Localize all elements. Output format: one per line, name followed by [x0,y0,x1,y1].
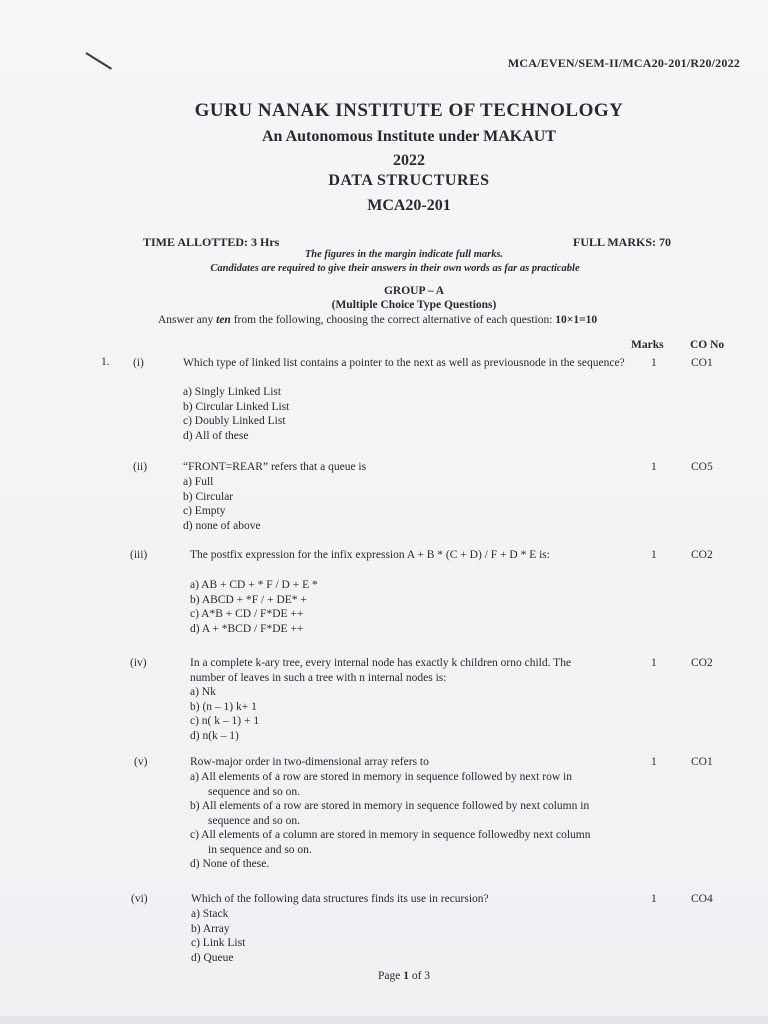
option-item: d) None of these. [190,858,270,870]
options-list [183,385,289,443]
page-footer [0,970,768,982]
group-heading: GROUP – A [383,285,445,297]
option-item: a) Full [183,476,214,488]
institute-name: GURU NANAK INSTITUTE OF TECHNOLOGY [194,100,624,121]
option-item: a) Nk [190,686,216,698]
option-item: a) All elements of a row are stored in memory in sequence followed by next row in sequence and so on. [190,771,572,798]
option-item: b) Circular Linked List [183,400,290,413]
pen-stroke-mark [85,52,112,70]
option-item: b) (n – 1) k+ 1 [190,700,257,713]
question-roman: (iv) [130,657,147,669]
option-item: a) Singly Linked List [183,386,282,398]
option-item: c) n( k – 1) + 1 [190,715,260,727]
footer-prefix: Page [377,970,404,982]
paper-code: MCA/EVEN/SEM-II/MCA20-201/R20/2022 [507,56,740,70]
question-text: Which type of linked list contains a pointer to the next as well as previousnode in the sequence? [183,357,625,369]
option-item: d) none of above [183,519,261,532]
options-list [190,685,259,743]
group-type: (Multiple Choice Type Questions) [331,299,497,311]
option-item: d) Queue [191,951,234,964]
instruction-prefix: Answer any [158,314,217,326]
options-list [191,907,245,965]
co-column-header: CO No [690,339,725,351]
option-item: a) AB + CD + * F / D + E * [190,579,318,591]
question-co: CO4 [691,893,713,905]
instruction-line [158,314,597,326]
question-text: The postfix expression for the infix expression A + B * (C + D) / F + D * E is: [190,549,550,561]
question-marks: 1 [651,357,657,369]
option-item: d) All of these [183,429,249,442]
institute-subtitle: An Autonomous Institute under MAKAUT [262,128,556,145]
option-item: c) A*B + CD / F*DE ++ [190,608,304,620]
own-words-note: Candidates are required to give their answers in their own words as far as practicable [210,263,580,274]
options-list [190,578,318,636]
option-item: b) All elements of a row are stored in memory in sequence followed by next column in sequence and so on. [190,800,590,827]
option-item: b) Array [191,922,230,935]
option-item: c) Doubly Linked List [183,415,286,427]
full-marks: FULL MARKS: 70 [573,235,672,249]
question-number: 1. [101,356,110,368]
question-co: CO1 [691,756,713,768]
option-item: a) Stack [191,908,229,920]
scan-bottom-edge [0,1016,768,1024]
question-roman: (vi) [131,893,148,905]
instruction-marks: 10×1=10 [555,314,598,326]
option-item: b) Circular [183,490,234,503]
exam-year: 2022 [393,152,425,169]
question-co: CO5 [691,461,713,473]
option-item: c) Empty [183,505,226,517]
question-roman: (iii) [130,549,148,561]
option-item: c) Link List [191,937,246,949]
course-code: MCA20-201 [367,197,451,214]
question-roman: (v) [134,756,148,768]
question-marks: 1 [651,461,657,473]
paper-header [0,100,768,215]
question-co: CO2 [691,657,713,669]
footer-current-page: 1 [403,970,409,982]
question-text: Which of the following data structures finds its use in recursion? [191,893,489,905]
question-roman: (ii) [133,461,148,473]
option-item: d) A + *BCD / F*DE ++ [190,622,304,635]
time-allotted: TIME ALLOTTED: 3 Hrs [143,235,280,249]
instruction-suffix: from the following, choosing the correct alternative of each question: [230,314,556,326]
question-marks: 1 [651,657,657,669]
option-item: d) n(k – 1) [190,729,239,742]
question-roman: (i) [133,357,144,369]
question-co: CO1 [691,357,713,369]
footer-suffix: of 3 [408,970,431,982]
question-text: In a complete k-ary tree, every internal node has exactly k children orno child. The number of leaves in such a tree with n internal nodes is: [190,657,572,684]
marks-column-header: Marks [631,339,664,351]
option-item: c) All elements of a column are stored in memory in sequence followedby next column in sequence and so on. [190,829,591,856]
options-list [183,475,261,533]
question-text: “FRONT=REAR” refers that a queue is [183,461,367,473]
options-list [190,770,598,872]
margin-note: The figures in the margin indicate full marks. [304,249,504,260]
question-marks: 1 [651,756,657,768]
question-text: Row-major order in two-dimensional array refers to [190,756,429,768]
instruction-emphasis: ten [216,314,231,326]
question-marks: 1 [651,549,657,561]
subject-title: DATA STRUCTURES [328,172,490,189]
question-co: CO2 [691,549,713,561]
option-item: b) ABCD + *F / + DE* + [190,593,307,606]
question-marks: 1 [651,893,657,905]
